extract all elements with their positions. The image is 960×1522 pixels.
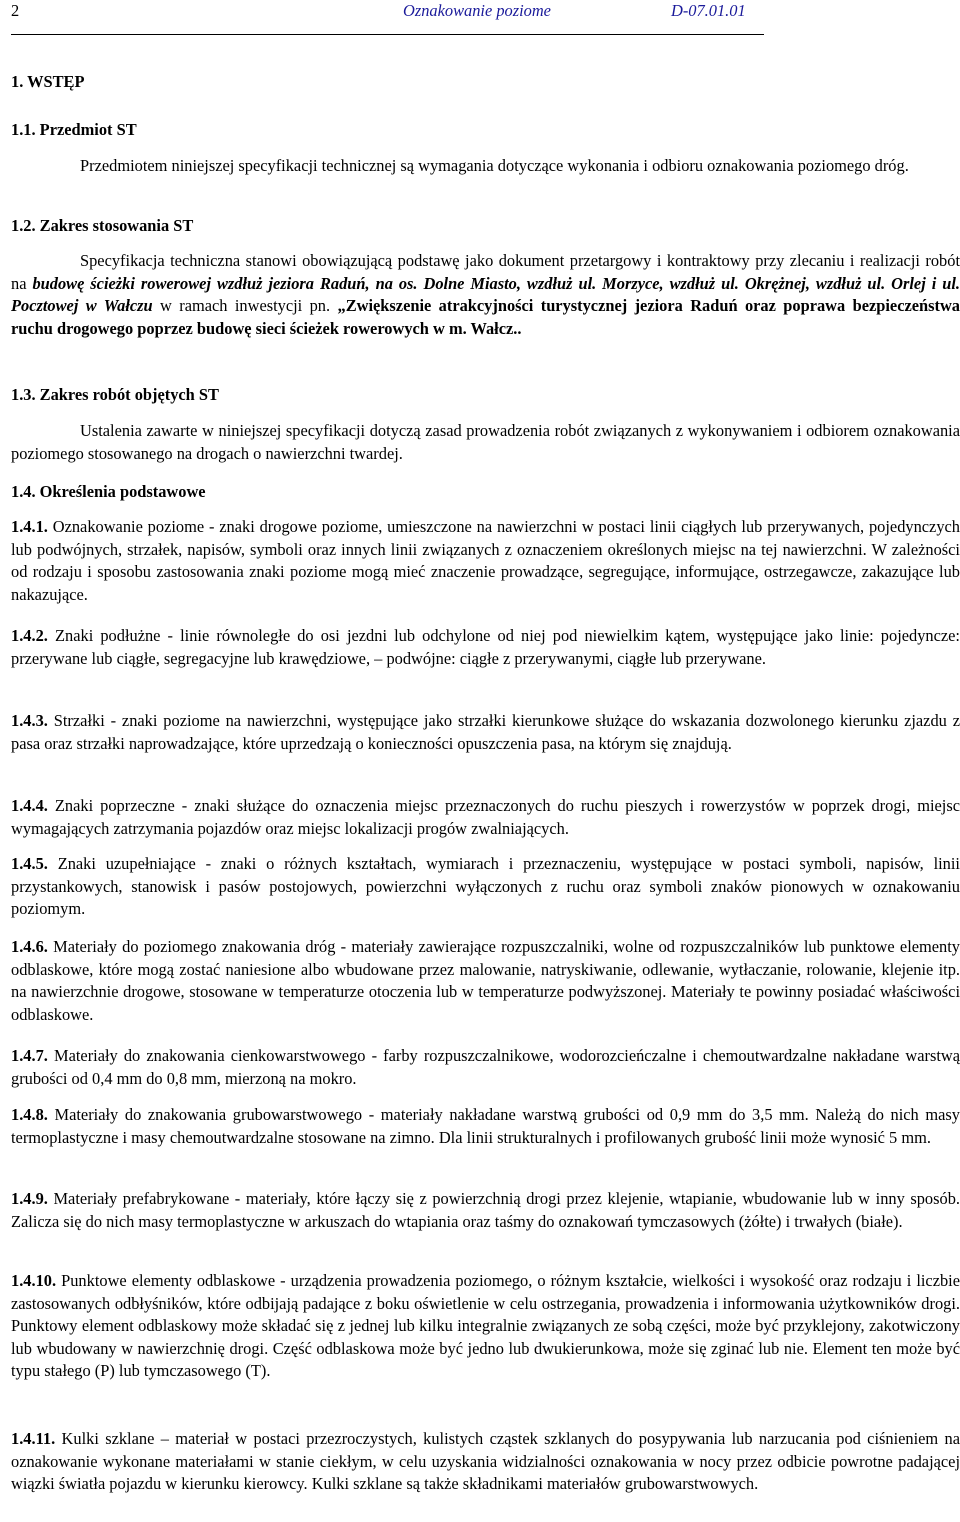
- definition-text: Znaki uzupełniające - znaki o różnych kształtach, wymiarach i przeznaczeniu, występujące w postaci symboli, napisów, linii przystankowych, stanowisk i pasów postojowych, powierzchni wyłączonych z ruchu oraz symboli znaków pionowych w oznakowaniu poziomym.: [11, 854, 960, 918]
- section-1-1-heading: 1.1. Przedmiot ST: [11, 120, 137, 139]
- definition-text: Znaki poprzeczne - znaki służące do oznaczenia miejsc przeznaczonych do ruchu pieszych i rowerzystów w poprzek drogi, miejsc wymagających zatrzymania pojazdów oraz miejsc lokalizacji progów zwalniających.: [11, 796, 960, 838]
- scope-text-3: .: [517, 319, 522, 339]
- header-rule: [11, 34, 764, 35]
- section-1-4-heading: 1.4. Określenia podstawowe: [11, 482, 206, 501]
- definition-number: 1.4.4.: [11, 796, 48, 815]
- project-name: budowę ścieżki rowerowej wzdłuż jeziora Raduń, na os. Dolne Miasto, wzdłuż ul. Morzyce, wzdłuż ul. Okrężnej, wzdłuż ul. Orlej i ul. Pocztowej w Wałczu: [11, 273, 960, 316]
- section-1-2-text: [11, 250, 960, 341]
- scope-text-1: Specyfikacja techniczna stanowi obowiązującą podstawę jako dokument przetargowy i kontraktowy przy zlecaniu i realizacji robót na: [11, 251, 960, 293]
- definition-number: 1.4.10.: [11, 1271, 57, 1290]
- definition-text: Oznakowanie poziome - znaki drogowe poziome, umieszczone na nawierzchni w postaci linii ciągłych lub przerywanych, pojedynczych lub podwójnych, strzałek, napisów, symboli oraz innych linii związanych z oznaczeniem określonych miejsc na tej nawierzchni. W zależności od rodzaju i sposobu zastosowania znaki poziome mogą mieć znaczenie prowadzące, segregujące, informujące, ostrzegawcze, zakazujące lub nakazujące.: [11, 517, 960, 604]
- definition-text: Kulki szklane – materiał w postaci przezroczystych, kulistych cząstek szklanych do posypywania lub narzucania pod ciśnieniem na oznakowanie wykonane materiałami w stanie ciekłym, w celu uzyskania widzialności oznakowania w nocy przez odbicie powrotne padającej wiązki światła pojazdu w kierunku kierowcy. Kulki szklane są także składnikami materiałów grubowarstwowych.: [11, 1429, 960, 1493]
- definition-1-4-5: [11, 853, 960, 921]
- page-number: 2: [11, 1, 20, 20]
- definition-number: 1.4.9.: [11, 1189, 48, 1208]
- page-header: [11, 0, 960, 26]
- section-1-1-text: Przedmiotem niniejszej specyfikacji technicznej są wymagania dotyczące wykonania i odbioru oznakowania poziomego dróg.: [80, 156, 909, 175]
- definition-1-4-10: [11, 1270, 960, 1383]
- definition-text: Strzałki - znaki poziome na nawierzchni, występujące jako strzałki kierunkowe służące do wskazania dozwolonego kierunku zjazdu z pasa oraz strzałki naprowadzające, które uprzedzają o konieczności opuszczenia pasa, na którym się znajdują.: [11, 711, 960, 753]
- investment-name: „Zwiększenie atrakcyjności turystycznej jeziora Raduń oraz poprawa bezpieczeństwa ruchu drogowego poprzez budowę sieci ścieżek rowerowych w m. Wałcz.: [11, 296, 960, 339]
- definition-text: Materiały do poziomego znakowania dróg - materiały zawierające rozpuszczalniki, wolne od rozpuszczalników lub punktowe elementy odblaskowe, które mogą zostać naniesione albo wbudowane przez malowanie, natryskiwanie, odlewanie, wytłaczanie, rolowanie, klejenie itp. na nawierzchnie drogowe, stosowane w temperaturze otoczenia lub w temperaturze podwyższonej. Materiały te powinny posiadać właściwości odblaskowe.: [11, 937, 960, 1024]
- definition-text: Punktowe elementy odblaskowe - urządzenia prowadzenia poziomego, o różnym kształcie, wielkości i wysokość oraz rodzaju i liczbie zastosowanych odbłyśników, które odbijają padające z boku oświetlenie w celu ostrzegania, prowadzenia i informowania użytkowników drogi. Punktowy element odblaskowy może składać się z jednej lub kilku integralnie związanych ze sobą części, może być przyklejony, zakotwiczony lub wbudowany w nawierzchnię drogi. Część odblaskowa może być jedno lub dwukierunkowa, może się zginać lub nie. Element ten może być typu stałego (P) lub tymczasowego (T).: [11, 1271, 960, 1380]
- definition-1-4-9: [11, 1188, 960, 1233]
- definition-number: 1.4.2.: [11, 626, 48, 645]
- definition-text: Materiały do znakowania grubowarstwowego - materiały nakładane warstwą grubości od 0,9 mm do 3,5 mm. Należą do nich masy termoplastyczne i masy chemoutwardzalne stosowane na zimno. Dla linii strukturalnych i profilowanych grubość linii może wynosić 5 mm.: [11, 1105, 960, 1147]
- definition-text: Znaki podłużne - linie równoległe do osi jezdni lub odchylone od niej pod niewielkim kątem, występujące jako linie: pojedyncze: przerywane lub ciągłe, segregacyjne lub krawędziowe, – podwójne: ciągłe z przerywanymi, ciągłe lub przerywane.: [11, 626, 960, 668]
- section-1-heading: 1. WSTĘP: [11, 72, 85, 91]
- definition-text: Materiały prefabrykowane - materiały, które łączy się z powierzchnią drogi przez klejenie, wtapianie, wbudowanie lub w inny sposób. Zalicza się do nich masy termoplastyczne w arkuszach do wtapiania oraz taśmy do oznakowań tymczasowych (żółte) i trwałych (białe).: [11, 1189, 960, 1231]
- definition-1-4-6: [11, 936, 960, 1026]
- definition-1-4-3: [11, 710, 960, 755]
- section-1-3-heading: 1.3. Zakres robót objętych ST: [11, 385, 219, 404]
- definition-number: 1.4.8.: [11, 1105, 48, 1124]
- header-code: D-07.01.01: [671, 1, 746, 20]
- definition-1-4-4: [11, 795, 960, 840]
- definition-number: 1.4.3.: [11, 711, 48, 730]
- section-1-3-text: Ustalenia zawarte w niniejszej specyfikacji dotyczą zasad prowadzenia robót związanych z wykonywaniem i odbiorem oznakowania poziomego stosowanego na drogach o nawierzchni twardej.: [11, 421, 960, 463]
- definition-number: 1.4.11.: [11, 1429, 56, 1448]
- definition-1-4-8: [11, 1104, 960, 1149]
- definition-number: 1.4.7.: [11, 1046, 48, 1065]
- definition-1-4-1: [11, 516, 960, 606]
- definition-1-4-2: [11, 625, 960, 670]
- definition-text: Materiały do znakowania cienkowarstwowego - farby rozpuszczalnikowe, wodorozcieńczalne i chemoutwardzalne nakładane warstwą grubości od 0,4 mm do 0,8 mm, mierzoną na mokro.: [11, 1046, 960, 1088]
- header-title: Oznakowanie poziome: [403, 1, 551, 20]
- definition-number: 1.4.1.: [11, 517, 48, 536]
- definition-number: 1.4.6.: [11, 937, 48, 956]
- scope-text-2: w ramach inwestycji pn.: [152, 296, 338, 316]
- definition-number: 1.4.5.: [11, 854, 48, 873]
- definition-1-4-11: [11, 1428, 960, 1496]
- section-1-2-heading: 1.2. Zakres stosowania ST: [11, 216, 194, 235]
- definition-1-4-7: [11, 1045, 960, 1090]
